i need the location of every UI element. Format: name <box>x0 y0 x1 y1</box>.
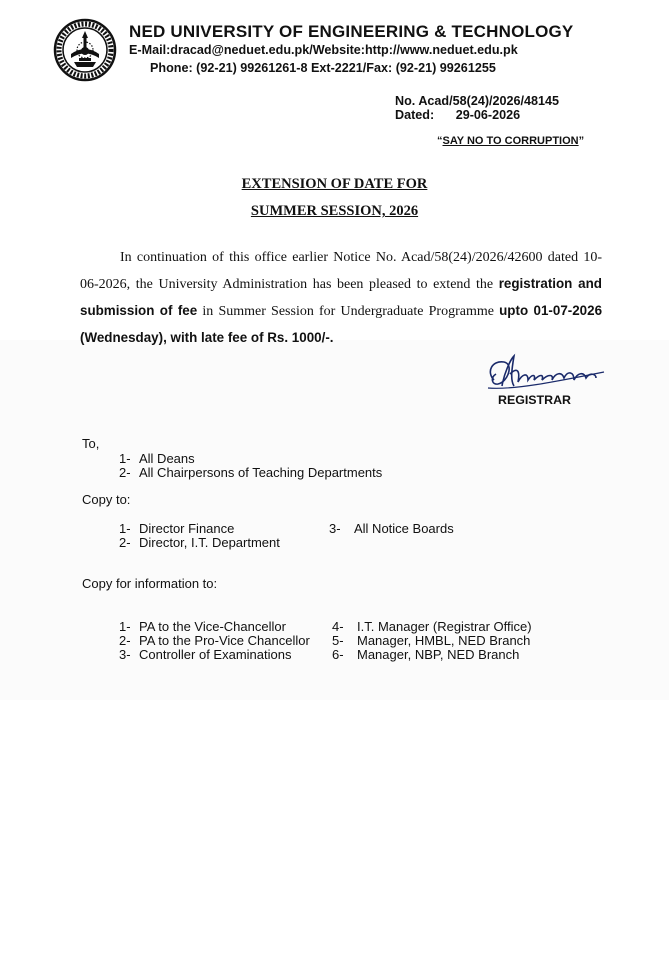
list-text: All Chairpersons of Teaching Departments <box>139 465 383 480</box>
info-item-2 <box>119 633 310 648</box>
subject-line-2: SUMMER SESSION, 2026 <box>250 203 419 219</box>
list-number: 1- <box>119 521 131 536</box>
copy-item-1 <box>119 521 234 536</box>
university-name: NED UNIVERSITY OF ENGINEERING & TECHNOLOGY <box>129 22 574 41</box>
slogan-close-quote: ” <box>578 135 585 147</box>
list-number: 2- <box>119 535 131 550</box>
list-text: Manager, HMBL, NED Branch <box>357 633 531 648</box>
slogan <box>437 135 584 147</box>
copy-item-2 <box>119 535 280 550</box>
list-number: 3- <box>329 521 341 536</box>
info-item-4 <box>332 619 532 634</box>
copy-to-label: Copy to: <box>82 492 131 507</box>
registrar-title: REGISTRAR <box>498 393 571 407</box>
list-text: Manager, NBP, NED Branch <box>357 647 520 662</box>
dated-value: 29-06-2026 <box>455 108 521 122</box>
list-number: 3- <box>119 647 131 662</box>
info-item-3 <box>119 647 291 662</box>
list-number: 1- <box>119 451 131 466</box>
list-number: 1- <box>119 619 131 634</box>
list-text: I.T. Manager (Registrar Office) <box>357 619 532 634</box>
list-number: 6- <box>332 647 344 662</box>
subject-line-1: EXTENSION OF DATE FOR <box>241 176 428 192</box>
body-text-2: in Summer Session for Undergraduate Programme <box>197 304 500 319</box>
body-text-1: In continuation of this office earlier Notice No. Acad/58(24)/2026/42600 dated 10-06-2026, the University Administration has been pleased to extend the <box>80 250 602 292</box>
dated-label: Dated: <box>395 108 435 122</box>
body-bold-2: upto 01-07-2026 (Wednesday), with late fee of Rs. 1000/-. <box>80 303 603 345</box>
list-text: Director, I.T. Department <box>139 535 280 550</box>
reference-date <box>395 108 520 122</box>
list-text: PA to the Pro-Vice Chancellor <box>139 633 310 648</box>
notice-body <box>80 245 602 352</box>
contact-line: E-Mail:dracad@neduet.edu.pk/Website:http://www.neduet.edu.pk <box>129 43 518 57</box>
info-item-1 <box>119 619 286 634</box>
list-number: 5- <box>332 633 344 648</box>
to-item-2 <box>119 465 382 480</box>
list-text: All Notice Boards <box>354 521 454 536</box>
reference-number: No. Acad/58(24)/2026/48145 <box>395 94 560 108</box>
info-item-5 <box>332 633 530 648</box>
slogan-open-quote: “ <box>437 135 443 147</box>
to-item-1 <box>119 451 195 466</box>
list-text: All Deans <box>139 451 195 466</box>
info-item-6 <box>332 647 519 662</box>
university-seal-logo <box>53 18 117 82</box>
phone-line: Phone: (92-21) 99261261-8 Ext-2221/Fax: (92-21) 99261255 <box>150 61 496 75</box>
list-number: 2- <box>119 633 131 648</box>
list-number: 4- <box>332 619 344 634</box>
to-label: To, <box>82 436 100 451</box>
info-label: Copy for information to: <box>82 576 218 591</box>
list-text: Controller of Examinations <box>139 647 292 662</box>
copy-item-3 <box>329 521 454 536</box>
slogan-text: SAY NO TO CORRUPTION <box>442 135 579 147</box>
body-bold-1: registration and submission of fee <box>80 276 602 318</box>
list-text: Director Finance <box>139 521 235 536</box>
list-text: PA to the Vice-Chancellor <box>139 619 286 634</box>
list-number: 2- <box>119 465 131 480</box>
registrar-signature <box>484 352 609 394</box>
